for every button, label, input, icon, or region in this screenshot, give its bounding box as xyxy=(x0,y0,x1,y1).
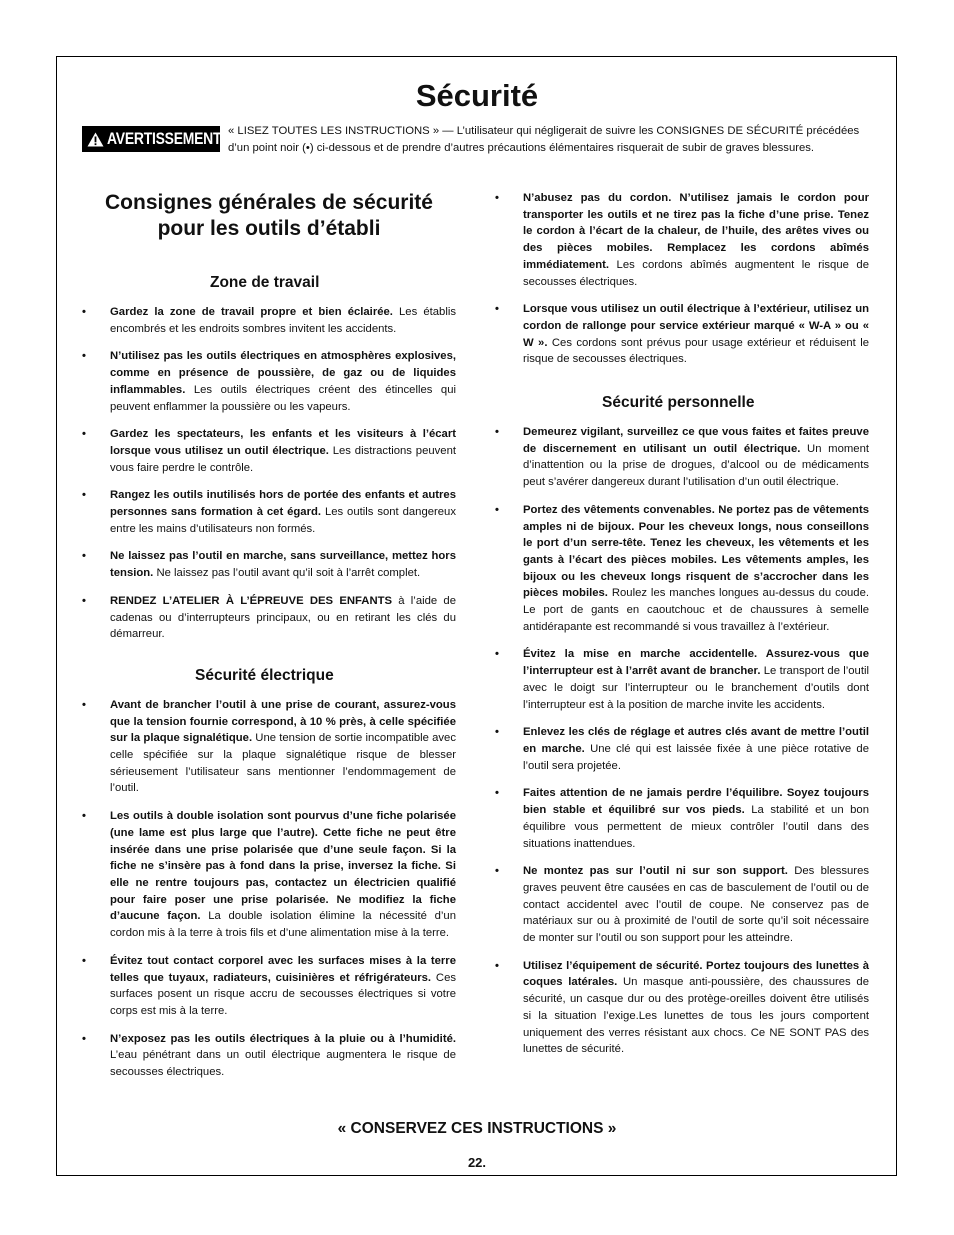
bullet: • xyxy=(495,865,499,878)
item-bold: Ne montez pas sur l’outil ni sur son support. xyxy=(523,865,788,878)
work-area-heading: Zone de travail xyxy=(210,274,320,291)
item-text: Les outils sont dangereux entre les mains d’utilisateurs non formés. xyxy=(110,506,456,535)
item-text: Ces surfaces posent un risque accru de secousses électriques si votre corps est mis à la terre. xyxy=(110,971,457,1017)
bullet: • xyxy=(495,959,499,972)
item-bold: RENDEZ L’ATELIER À L’ÉPREUVE DES ENFANTS xyxy=(110,594,393,607)
item-text: Les distractions peuvent vous faire perdre le contrôle. xyxy=(110,444,457,474)
list-item xyxy=(82,697,456,797)
list-item xyxy=(82,426,456,476)
item-text: Une tension de sortie incompatible avec celle spécifiée sur la plaque signalétique risque de blesser sérieusement l’utilisateur sans mentionner l’endommagement de l’outil. xyxy=(110,732,456,795)
item-text: Les cordons abîmés augmentent le risque de secousses électriques. xyxy=(523,258,869,288)
bullet: • xyxy=(82,698,86,711)
section-title xyxy=(82,190,456,242)
item-text: La double isolation élimine la nécessité d’un cordon mis à la terre à trois fils et d’une alimentation mise à la terre. xyxy=(110,910,457,940)
item-bold: Lorsque vous utilisez un outil électrique à l’extérieur, utilisez un cordon de rallonge pour service extérieur marqué « W-A » ou « W ». xyxy=(523,303,869,349)
page-number: 22. xyxy=(467,1155,487,1170)
item-text: Roulez les manches longues au-dessus du coude. Le port de gants en caoutchouc et de chaussures à semelle antidérapante est recommandé si vous travaillez à l’extérieur. xyxy=(523,587,869,633)
item-bold: Ne laissez pas l’outil en marche, sans surveillance, mettez hors tension. xyxy=(110,550,456,580)
item-text: à l’aide de cadenas ou d’interrupteurs principaux, ou en retirant les clés du démarreur. xyxy=(110,594,456,641)
list-item xyxy=(82,953,456,1020)
bullet: • xyxy=(82,594,86,607)
bullet: • xyxy=(82,428,86,441)
item-bold: N’utilisez pas les outils électriques en atmosphères explosives, comme en présence de poussière, de gaz ou de liquides inflammables. xyxy=(110,350,456,396)
warning-label: AVERTISSEMENT xyxy=(107,129,222,148)
work-area-list xyxy=(82,304,456,643)
item-text: Les établis encombrés et les endroits sombres invitent les accidents. xyxy=(110,306,456,335)
item-bold: Évitez tout contact corporel avec les surfaces mises à la terre telles que tuyaux, radiateurs, cuisinières et réfrigérateurs. xyxy=(110,954,456,984)
list-item xyxy=(495,424,869,491)
item-bold: N’exposez pas les outils électriques à la pluie ou à l’humidité. xyxy=(110,1032,456,1045)
item-text: Des blessures graves peuvent être causées en cas de basculement de l’outil ou de contact accidentel avec l’outil de coupe. Ne conservez pas de matériaux sur ou à proximité de l’outil de sorte qu’il soit nécessaire de monter sur l’outil ou son support pour les atteindre. xyxy=(523,865,870,945)
item-bold: Portez des vêtements convenables. Ne portez pas de vêtements amples ni de bijoux. Pour les cheveux longs, nous conseillons le port d’un serre-tête. Tenez les cheveux, les vêtements et les gants à l’écart des pièces mobiles. Les vêtements amples, les bijoux ou les cheveux longs risquent de s’accrocher dans les pièces mobiles. xyxy=(523,503,869,600)
item-bold: Enlevez les clés de réglage et autres clés avant de mettre l’outil en marche. xyxy=(523,726,869,755)
cord-list xyxy=(495,190,869,368)
item-bold: Faites attention de ne jamais perdre l’équilibre. Soyez toujours bien stable et équilibré sur vos pieds. xyxy=(523,787,869,817)
bullet: • xyxy=(82,489,86,502)
item-text: Ces cordons sont prévus pour usage extérieur et réduisent le risque de secousses électriques. xyxy=(523,336,869,366)
item-bold: Évitez la mise en marche accidentelle. Assurez-vous que l’interrupteur est à l’arrêt avant de brancher. xyxy=(523,648,869,678)
page-title: Sécurité xyxy=(415,78,539,113)
item-text: L’eau pénétrant dans un outil électrique augmentera le risque de secousses électriques. xyxy=(110,1049,456,1079)
item-bold: N’abusez pas du cordon. N’utilisez jamais le cordon pour transporter les outils et ne tirez pas la fiche d’une prise. Tenez le cordon à l’écart de la chaleur, de l’huile, des arêtes vives ou des pièces mobiles. Remplacez les cordons abîmés immédiatement. xyxy=(523,192,869,271)
bullet: • xyxy=(495,303,499,316)
list-item xyxy=(495,301,869,368)
list-item xyxy=(495,863,869,947)
list-item xyxy=(495,190,869,290)
section-title-line2: pour les outils d’établi xyxy=(157,217,381,240)
item-text: Un moment d’inattention ou la prise de drogues, d’alcool ou de médicaments peut s’avérer dangereux durant l’utilisation d’un outil électrique. xyxy=(523,442,869,489)
bullet: • xyxy=(82,550,86,563)
personal-list xyxy=(495,424,869,1058)
bullet: • xyxy=(495,787,499,800)
list-item xyxy=(82,1031,456,1081)
item-bold: Demeurez vigilant, surveillez ce que vous faites et faites preuve de discernement en utilisant un outil électrique. xyxy=(523,426,869,455)
list-item xyxy=(82,348,456,415)
item-bold: Avant de brancher l’outil à une prise de courant, assurez-vous que la tension fournie correspond, à 10 % près, à celle spécifiée sur la plaque signalétique. xyxy=(110,698,456,745)
list-item xyxy=(495,502,869,636)
bullet: • xyxy=(495,426,499,439)
bullet: • xyxy=(495,192,499,204)
item-bold: Les outils à double isolation sont pourvus d’une fiche polarisée (une lame est plus large que l’autre). Cette fiche ne peut être insérée dans une prise polarisée que d’une seule façon. Si la fiche ne s’insère pas à fond dans la prise, inversez la fiche. Si elle ne rentre toujours pas, contactez un électricien qualifié pour faire poser une prise polarisée. Ne modifiez la fiche d’aucune façon. xyxy=(110,810,456,923)
bullet: • xyxy=(82,810,86,823)
item-text: Le transport de l’outil avec le doigt sur l’interrupteur ou le branchement d’outils dont l’interrupteur est à la position de marche invite les accidents. xyxy=(523,665,869,711)
list-item xyxy=(82,487,456,537)
bullet: • xyxy=(82,306,86,318)
warning-text: « LISEZ TOUTES LES INSTRUCTIONS » — L’utilisateur qui négligerait de suivre les CONSIGNES DE SÉCURITÉ précédées d’un point noir (•) ci-dessous et de prendre d’autres précautions élémentaires risquerait de subir de graves blessures. xyxy=(228,125,860,154)
warning-badge xyxy=(82,126,220,152)
personal-heading: Sécurité personnelle xyxy=(602,394,755,412)
list-item xyxy=(82,808,456,942)
item-bold: Utilisez l’équipement de sécurité. Portez toujours des lunettes à coques latérales. xyxy=(523,959,869,989)
item-text: Un masque anti-poussière, des chaussures de sécurité, un casque dur ou des protège-oreilles doivent être utilisés si la situation l’exige.Les lunettes de tous les jours comportent uniquement des verres résistant aux chocs. Ce NE SONT PAS des lunettes de sécurité. xyxy=(523,976,869,1056)
list-item xyxy=(82,304,456,337)
bullet: • xyxy=(82,350,86,363)
bullet: • xyxy=(82,1032,86,1045)
item-text: La stabilité et un bon équilibre vous permettent de mieux contrôler l’outil dans des situations inattendues. xyxy=(523,804,869,850)
footer-note: « CONSERVEZ CES INSTRUCTIONS » xyxy=(337,1120,617,1137)
right-column xyxy=(495,190,869,1069)
electrical-list xyxy=(82,697,456,1081)
item-text: Une clé qui est laissée fixée à une pièce rotative de l’outil sera projetée. xyxy=(523,742,869,772)
list-item xyxy=(495,646,869,713)
item-bold: Gardez la zone de travail propre et bien éclairée. xyxy=(110,306,393,318)
item-text: Ne laissez pas l’outil avant qu’il soit à l’arrêt complet. xyxy=(153,567,421,580)
warning-triangle-icon xyxy=(87,132,104,147)
item-text: Les outils électriques créent des étincelles qui peuvent enflammer la poussière ou les vapeurs. xyxy=(110,383,456,413)
bullet: • xyxy=(82,954,86,967)
bullet: • xyxy=(495,726,499,739)
bullet: • xyxy=(495,503,499,516)
list-item xyxy=(82,593,456,643)
bullet: • xyxy=(495,648,499,661)
left-column xyxy=(82,190,456,1092)
list-item xyxy=(495,958,869,1058)
section-title-line1: Consignes générales de sécurité xyxy=(105,191,433,214)
list-item xyxy=(495,785,869,852)
item-bold: Gardez les spectateurs, les enfants et les visiteurs à l’écart lorsque vous utilisez un outil électrique. xyxy=(110,428,456,457)
item-bold: Rangez les outils inutilisés hors de portée des enfants et autres personnes sans formation à cet égard. xyxy=(110,489,456,519)
list-item xyxy=(495,724,869,774)
electrical-heading: Sécurité électrique xyxy=(195,666,334,684)
list-item xyxy=(82,548,456,581)
